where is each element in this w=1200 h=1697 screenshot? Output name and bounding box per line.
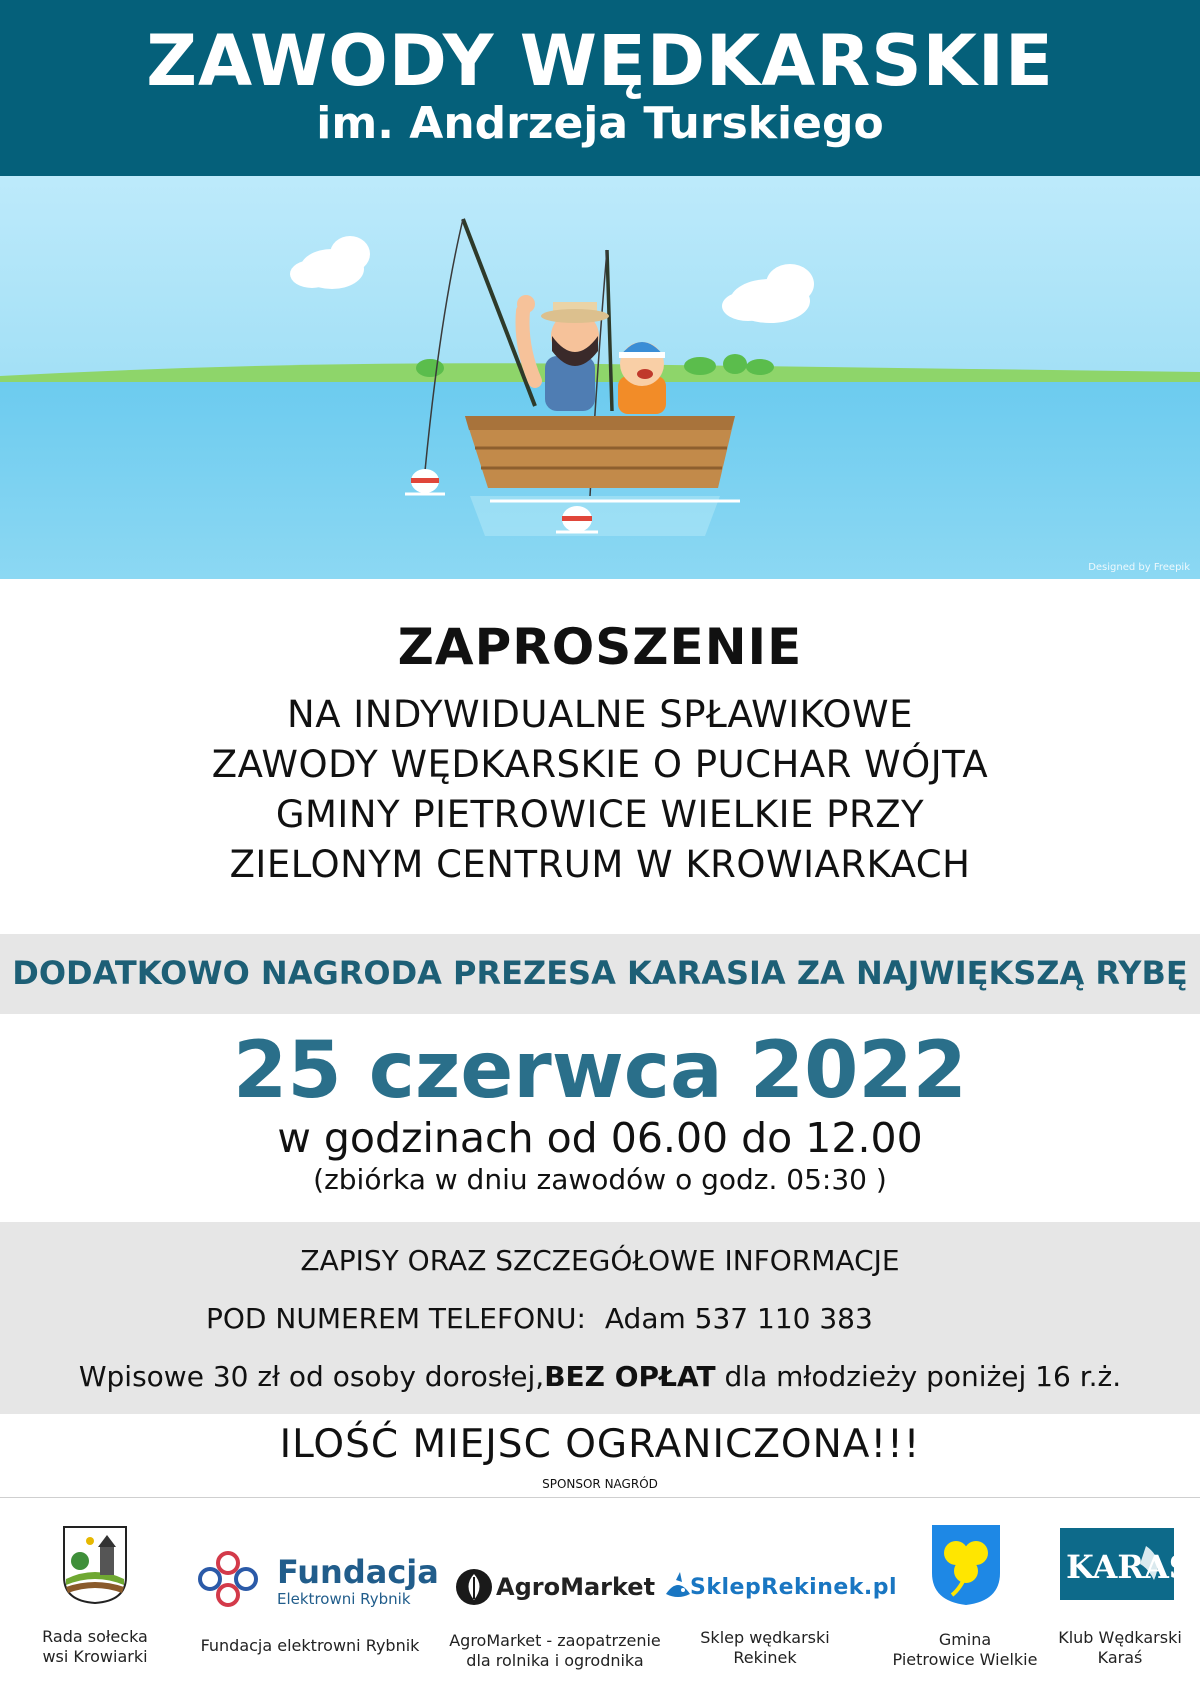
phone-label: POD NUMEREM TELEFONU: bbox=[206, 1302, 586, 1335]
invitation-body bbox=[0, 690, 1200, 890]
hearts-flower-icon bbox=[198, 1551, 258, 1613]
leaf-circle-icon bbox=[455, 1568, 493, 1610]
agromarket-logo-text: AgroMarket bbox=[496, 1573, 656, 1601]
village-crest-icon bbox=[62, 1525, 128, 1609]
invitation-line: GMINY PIETROWICE WIELKIE PRZY bbox=[275, 793, 925, 836]
clover-shield-icon bbox=[930, 1523, 1002, 1611]
rekinek-logo-text: SklepRekinek.pl bbox=[690, 1575, 898, 1600]
wooden-boat bbox=[465, 416, 735, 488]
shark-icon bbox=[664, 1572, 692, 1606]
prize-note: DODATKOWO NAGRODA PREZESA KARASIA ZA NAJWIĘKSZĄ RYBĘ bbox=[12, 954, 1188, 992]
registration-info: ZAPISY ORAZ SZCZEGÓŁOWE INFORMACJE bbox=[300, 1244, 900, 1277]
prize-band bbox=[0, 934, 1200, 1014]
karas-logo-text: KARAS bbox=[1066, 1548, 1192, 1586]
invitation-line: NA INDYWIDUALNE SPŁAWIKOWE bbox=[287, 693, 913, 736]
limited-places: ILOŚĆ MIEJSC OGRANICZONA!!! bbox=[279, 1422, 921, 1467]
event-date: 25 czerwca 2022 bbox=[233, 1026, 967, 1116]
event-meeting: (zbiórka w dniu zawodów o godz. 05:30 ) bbox=[313, 1163, 887, 1196]
fishing-illustration bbox=[0, 176, 1200, 579]
sponsor-caption: Gmina Pietrowice Wielkie bbox=[892, 1630, 1038, 1669]
invitation-line: ZIELONYM CENTRUM W KROWIARKACH bbox=[229, 843, 971, 886]
fee-free: BEZ OPŁAT bbox=[544, 1360, 716, 1393]
fundacja-logo-subtext: Elektrowni Rybnik bbox=[277, 1590, 411, 1608]
fee-suffix: dla młodzieży poniżej 16 r.ż. bbox=[715, 1360, 1122, 1393]
fundacja-logo-text: Fundacja bbox=[277, 1553, 439, 1591]
sponsor-caption: Sklep wędkarski Rekinek bbox=[700, 1628, 830, 1667]
registration-phone bbox=[206, 1302, 873, 1335]
illustration-credit: Designed by Freepik bbox=[1088, 562, 1190, 573]
sponsor-caption: Rada sołecka wsi Krowiarki bbox=[42, 1627, 148, 1666]
page-title: ZAWODY WĘDKARSKIE bbox=[146, 20, 1054, 102]
phone-value: Adam 537 110 383 bbox=[604, 1302, 873, 1335]
invitation-title: ZAPROSZENIE bbox=[397, 618, 803, 676]
page-subtitle: im. Andrzeja Turskiego bbox=[316, 98, 884, 149]
sponsor-label: SPONSOR NAGRÓD bbox=[542, 1477, 658, 1491]
fisherman-boy bbox=[618, 342, 666, 414]
header-banner bbox=[0, 0, 1200, 176]
fishing-scene-svg bbox=[0, 176, 1200, 579]
sponsor-caption: AgroMarket - zaopatrzenie dla rolnika i ogrodnika bbox=[449, 1631, 661, 1670]
invitation-line: ZAWODY WĘDKARSKIE O PUCHAR WÓJTA bbox=[211, 743, 989, 786]
divider bbox=[0, 1497, 1200, 1498]
sponsor-caption: Fundacja elektrowni Rybnik bbox=[200, 1636, 420, 1655]
registration-fee bbox=[0, 1360, 1200, 1393]
registration-band bbox=[0, 1222, 1200, 1414]
sponsor-caption: Klub Wędkarski Karaś bbox=[1058, 1628, 1182, 1667]
fee-prefix: Wpisowe 30 zł od osoby dorosłej, bbox=[78, 1360, 545, 1393]
event-hours: w godzinach od 06.00 do 12.00 bbox=[277, 1114, 923, 1162]
